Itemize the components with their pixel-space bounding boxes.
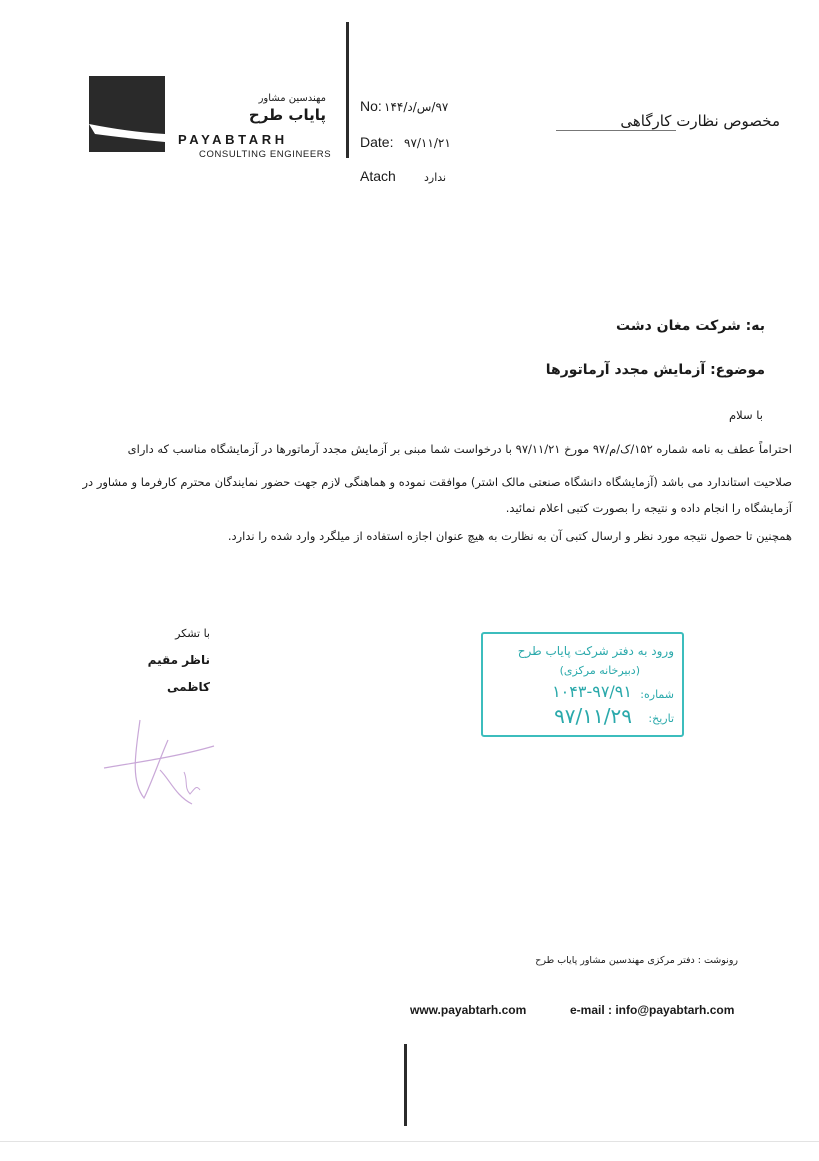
attachment-value: ندارد (424, 171, 447, 184)
handwritten-signature (100, 710, 220, 810)
body-line: آزمایشگاه را انجام داده و نتیجه را بصورت کتبی اعلام نمائید. (505, 501, 792, 515)
firm-name-fa: پایاب طرح (248, 106, 326, 124)
stamp-date-label: تاریخ: (648, 712, 674, 725)
stamp-title: ورود به دفتر شرکت پایاب طرح (517, 644, 674, 658)
email-link[interactable]: e-mail : info@payabtarh.com (570, 1003, 735, 1017)
signer-name: کاظمی (167, 680, 210, 694)
greeting: با سلام (729, 408, 763, 422)
confidential-underline (556, 130, 676, 131)
stamp-subtitle: (دبیرخانه مرکزی) (559, 664, 640, 677)
stamp-number-label: شماره: (640, 688, 674, 701)
body-line: احتراماً عطف به نامه شماره ۱۵۲/ک/م/۹۷ مورخ ۹۷/۱۱/۲۱ با درخواست شما مبنی بر آزمایش مجدد آرماتورها در آزمایشگاه مناسب که دارای (127, 442, 792, 456)
body-line: همچنین تا حصول نتیجه مورد نظر و ارسال کتبی آن به نظارت به هیچ عنوان اجازه استفاده از میلگرد وارد شده را ندارد. (227, 529, 792, 543)
firm-subtitle-fa: مهندسین مشاور (258, 93, 326, 104)
stamp-date-value: ۹۷/۱۱/۲۹ (554, 704, 632, 728)
received-stamp (481, 632, 684, 737)
firm-subtitle-en: CONSULTING ENGINEERS (199, 149, 332, 160)
body-line: صلاحیت استاندارد می باشد (آزمایشگاه دانشگاه صنعتی مالک اشتر) موافقت نموده و هماهنگی لازم جهت حضور نمایندگان محترم کارفرما و مشاور در (82, 475, 792, 489)
copy-note: رونوشت : دفتر مرکزی مهندسین مشاور پایاب طرح (535, 955, 738, 966)
header-divider (346, 22, 349, 158)
attachment-label: Atach (360, 168, 396, 184)
footer-divider (404, 1044, 407, 1126)
letter-date-value: ۹۷/۱۱/۲۱ (404, 136, 451, 150)
confidential-note: مخصوص نظارت کارگاهی (620, 112, 780, 130)
letter-number-label: No: (360, 98, 382, 114)
recipient: به: شرکت مغان دشت (616, 318, 765, 334)
letter-date-label: Date: (360, 134, 394, 150)
company-logo-mark (89, 76, 165, 152)
subject: موضوع: آزمایش مجدد آرماتورها (545, 362, 765, 378)
stamp-number-value: ۱۰۴۳-۹۷/۹۱ (552, 682, 632, 701)
closing-text: با تشکر (175, 627, 210, 640)
signer-title: ناظر مقیم (147, 653, 210, 667)
website-link[interactable]: www.payabtarh.com (410, 1003, 527, 1017)
footer-rule (0, 1141, 819, 1142)
letter-number-value: ۹۷/س/د/۱۴۴ (384, 100, 449, 114)
firm-name-en: PAYABTARH (178, 132, 288, 147)
